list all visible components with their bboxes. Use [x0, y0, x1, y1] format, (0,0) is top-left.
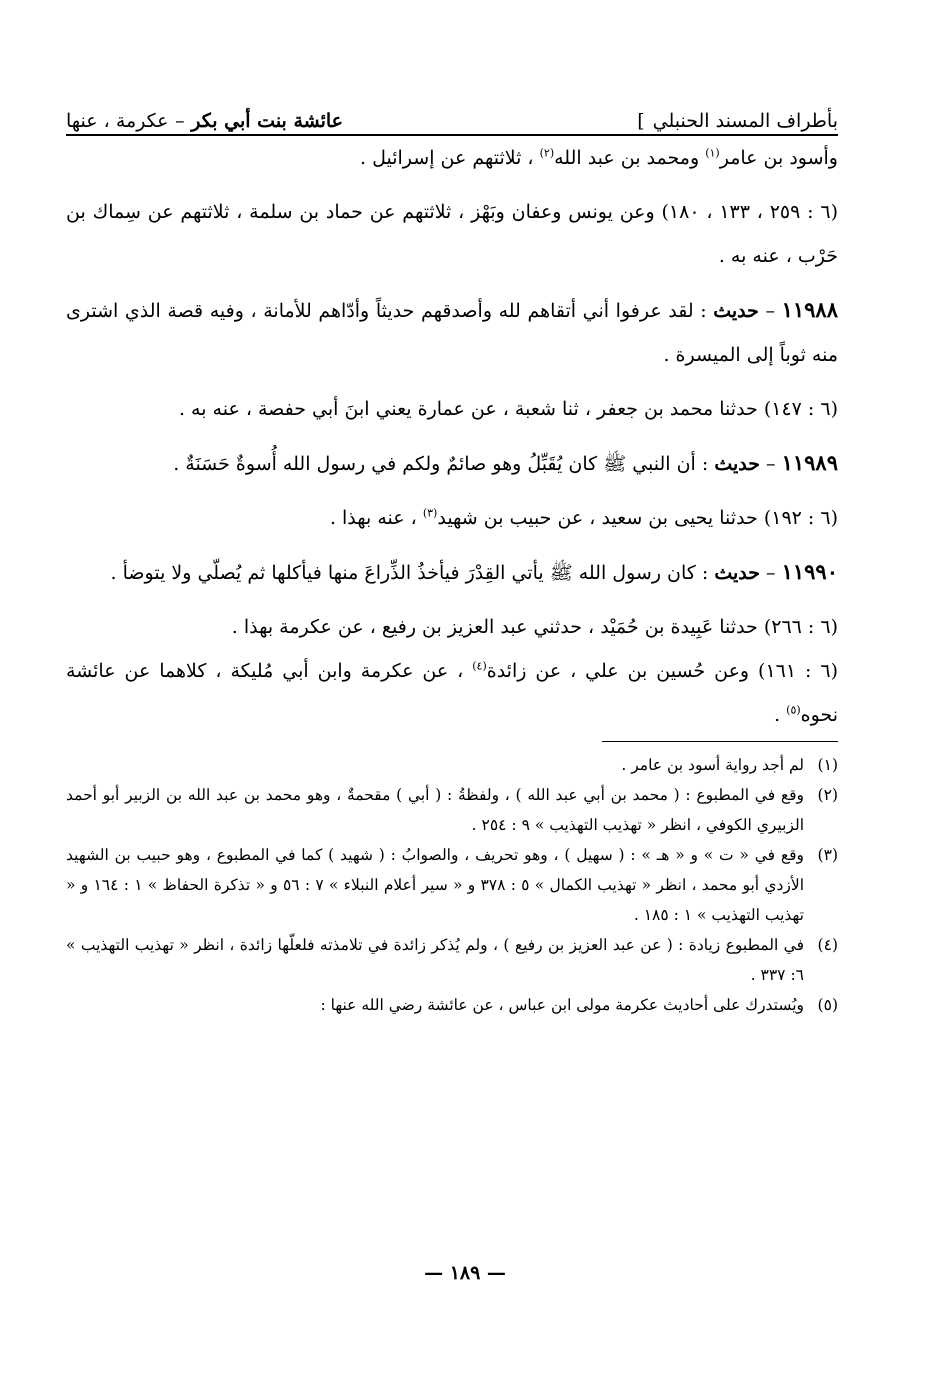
hadith-entry — [66, 441, 838, 486]
footnote-mark: (٢) — [817, 786, 838, 804]
footnote-rule — [602, 741, 838, 742]
running-header — [66, 96, 838, 132]
header-section-title — [66, 110, 343, 132]
footnote-ref[interactable]: (٤) — [472, 659, 487, 673]
entry-dash: – — [765, 300, 775, 322]
hadith-text: : أن النبي ﷺ كان يُقَبِّلُ وهو صائمٌ ولكم في رسول الله أُسوةٌ حَسَنَةٌ . — [173, 453, 709, 475]
footnote-ref[interactable]: (٥) — [786, 703, 801, 717]
footnote — [66, 990, 838, 1020]
text-run: . — [774, 704, 787, 726]
hadith-keyword: حديث — [713, 300, 759, 322]
footnote-mark: (١) — [817, 756, 838, 774]
page — [66, 96, 838, 1020]
spacer — [66, 540, 838, 550]
footnote-mark: (٥) — [817, 996, 838, 1014]
hadith-text: : كان رسول الله ﷺ يأتي القِدْرَ فيأخذُ الذِّراعَ منها فيأكلها ثم يُصلّي ولا يتوضأ . — [110, 562, 709, 584]
footnote-ref[interactable]: (١) — [705, 146, 720, 160]
spacer — [66, 486, 838, 496]
footnote-text: ويُستدرك على أحاديث عكرمة مولى ابن عباس ، عن عائشة رضي الله عنها : — [320, 996, 804, 1014]
footnote — [66, 930, 838, 990]
header-dash: – — [175, 110, 185, 132]
hadith-entry — [66, 288, 838, 377]
section-title: عائشة بنت أبي بكر — [191, 110, 344, 132]
hadith-number: ١١٩٩٠ — [781, 559, 838, 584]
text-run: (٦ : ١٦١) وعن حُسين بن علي ، عن زائدة — [486, 660, 839, 682]
isnad-paragraph — [66, 649, 838, 737]
text-run: وأسود بن عامر — [719, 147, 838, 169]
main-text — [66, 136, 838, 737]
hadith-text: : لقد عرفوا أني أتقاهم لله وأصدقهم حديثاً وأدّاهم للأمانة ، وفيه قصة الذي اشترى منه ثوباً إلى الميسرة . — [66, 300, 838, 366]
spacer — [66, 431, 838, 441]
footnote — [66, 750, 838, 780]
text-run: (٦ : ١٩٢) حدثنا يحيى بن سعيد ، عن حبيب بن شهيد — [437, 507, 838, 529]
spacer — [66, 278, 838, 288]
header-bracket: ] — [637, 110, 645, 132]
footnote — [66, 840, 838, 930]
hadith-entry — [66, 550, 838, 595]
text-run: ، ثلاثتهم عن إسرائيل . — [360, 147, 540, 169]
hadith-number: ١١٩٨٨ — [781, 297, 838, 322]
isnad-paragraph — [66, 496, 838, 540]
hadith-keyword: حديث — [714, 453, 760, 475]
spacer — [66, 595, 838, 605]
spacer — [66, 180, 838, 190]
book-title: بأطراف المسند الحنبلي — [652, 110, 838, 132]
footnote-ref[interactable]: (٢) — [539, 146, 555, 160]
text-run: ، عنه بهذا . — [329, 507, 423, 529]
hadith-keyword: حديث — [714, 562, 760, 584]
footnote-ref[interactable]: (٣) — [422, 506, 438, 520]
header-book-title — [629, 110, 838, 132]
isnad-paragraph: (٦ : ٢٦٦) حدثنا عَبِيدة بن حُمَيْد ، حدثني عبد العزيز بن رفيع ، عن عكرمة بهذا . — [231, 616, 838, 638]
entry-dash: – — [766, 562, 776, 584]
spacer — [66, 377, 838, 387]
text-run: ومحمد بن عبد الله — [554, 147, 706, 169]
text-run: ، عن عكرمة وابن أبي مُليكة ، كلاهما عن عائشة نحوه — [66, 660, 838, 726]
footnotes — [66, 750, 838, 1020]
hadith-number: ١١٩٨٩ — [781, 450, 838, 475]
footnote-mark: (٤) — [817, 936, 838, 954]
footnote-text: وقع في المطبوع : ( محمد بن أبي عبد الله ) ، ولفظةُ : ( أبي ) مقحمةٌ ، وهو محمد بن عبد الله بن الزبير أبو أحمد الزبيري الكوفي ، انظر « تهذيب التهذيب » ٩ : ٢٥٤ . — [66, 786, 804, 834]
footnote-text: وقع في « ت » و « هـ » : ( سهيل ) ، وهو تحريف ، والصوابُ : ( شهيد ) كما في المطبوع ، وهو حبيب بن الشهيد الأزدي أبو محمد ، انظر « تهذيب الكمال » ٥ : ٣٧٨ و « سير أعلام النبلاء » ٧ : ٥٦ و « تذكرة الحفاظ » ١ : ١٦٤ و « تهذيب التهذيب » ١ : ١٨٥ . — [66, 846, 805, 924]
entry-dash: – — [766, 453, 776, 475]
footnote-text: لم أجد رواية أسود بن عامر . — [621, 756, 804, 774]
footnote-text: في المطبوع زيادة : ( عن عبد العزيز بن رفيع ) ، ولم يُذكر زائدة في تلامذته فلعلّها زائدة ، انظر « تهذيب التهذيب » ٦: ٣٣٧ . — [66, 936, 804, 984]
page-number: — ١٨٩ — — [424, 1262, 506, 1284]
footnote — [66, 780, 838, 840]
section-subtitle: عكرمة ، عنها — [66, 110, 169, 132]
isnad-paragraph: (٦ : ١٤٧) حدثنا محمد بن جعفر ، ثنا شعبة ، عن عمارة يعني ابنَ أبي حفصة ، عنه به . — [178, 398, 838, 420]
footnote-mark: (٣) — [817, 846, 838, 864]
narrators-line — [66, 136, 838, 180]
isnad-paragraph: (٦ : ٢٥٩ ، ١٣٣ ، ١٨٠) وعن يونس وعفان وبَهْز ، ثلاثتهم عن حماد بن سلمة ، ثلاثتهم عن سِماك بن حَرْب ، عنه به . — [66, 201, 838, 267]
